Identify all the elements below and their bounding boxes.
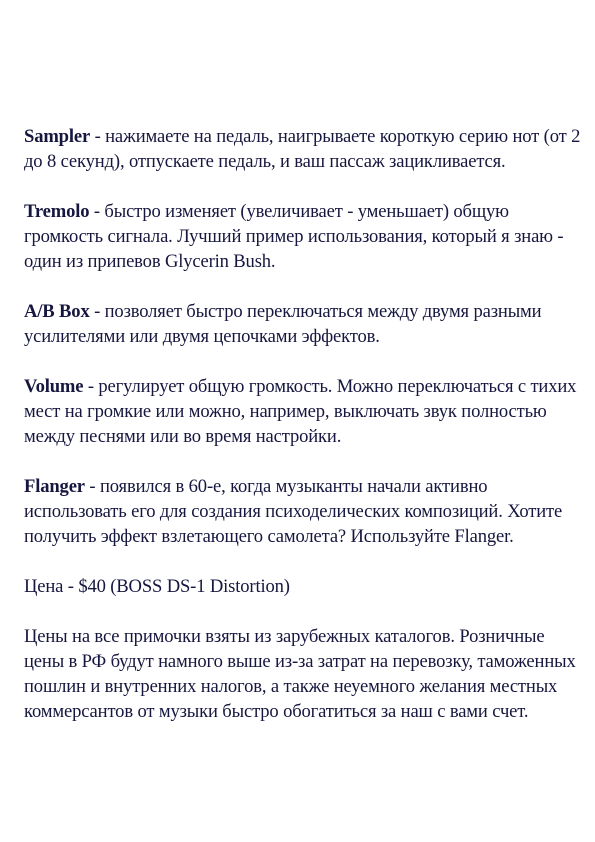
entry-description: - регулирует общую громкость. Можно переключаться с тихих мест на громкие или можно, например, выключать звук полностью между песнями или во время настройки. (24, 376, 577, 447)
entry-description: - нажимаете на педаль, наигрываете короткую серию нот (от 2 до 8 секунд), отпускаете педаль, и ваш пассаж зацикливается. (24, 126, 581, 172)
entry-description: - быстро изменяет (увеличивает - уменьшает) общую громкость сигнала. Лучший пример использования, который я знаю - один из припевов Glycerin Bush. (24, 201, 564, 272)
entry-term: Tremolo (24, 201, 90, 222)
entry-term: Sampler (24, 126, 91, 147)
entry-volume (24, 374, 584, 449)
entry-flanger (24, 474, 584, 549)
price-note: Цены на все примочки взяты из зарубежных каталогов. Розничные цены в РФ будут намного выше из-за затрат на перевозку, таможенных пошлин и внутренних налогов, а также неуемного желания местных коммерсантов от музыки быстро обогатиться за наш с вами счет. (24, 626, 576, 722)
price-line: Цена - $40 (BOSS DS-1 Distortion) (24, 576, 290, 597)
entry-sampler (24, 124, 584, 174)
entry-description: - появился в 60-е, когда музыканты начали активно использовать его для создания психоделических композиций. Хотите получить эффект взлетающего самолета? Используйте Flanger. (24, 476, 563, 547)
entry-tremolo (24, 199, 584, 274)
document-body (24, 124, 584, 749)
entry-term: Flanger (24, 476, 85, 497)
entry-term: A/B Box (24, 301, 90, 322)
entry-ab-box (24, 299, 584, 349)
entry-description: - позволяет быстро переключаться между двумя разными усилителями или двумя цепочками эффектов. (24, 301, 542, 347)
entry-term: Volume (24, 376, 84, 397)
